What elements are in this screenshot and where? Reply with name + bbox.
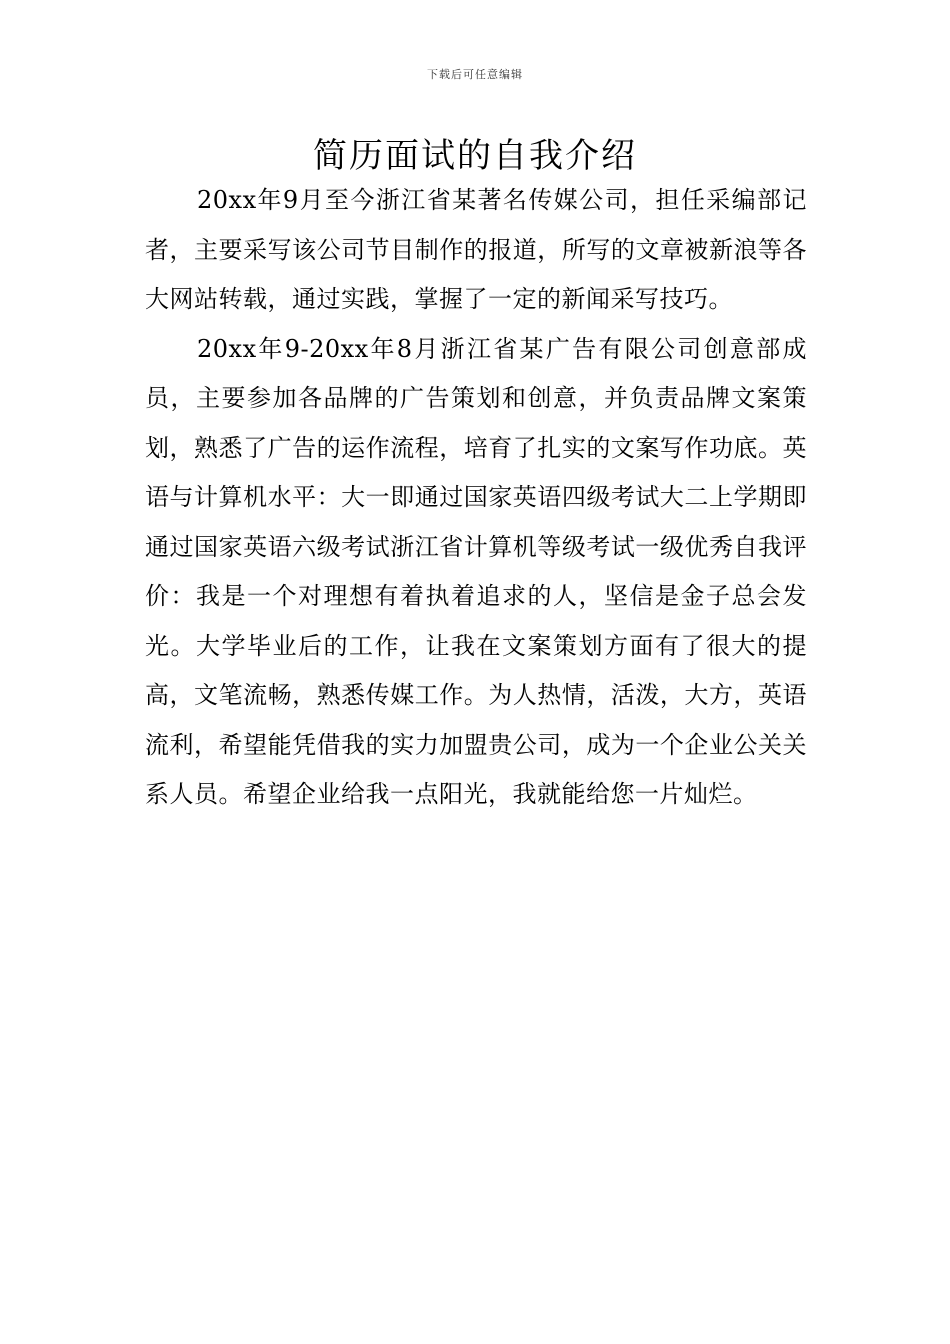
paragraph-work-experience-media: 20xx年9月至今浙江省某著名传媒公司，担任采编部记者，主要采写该公司节目制作的报道，所写的文章被新浪等各大网站转载，通过实践，掌握了一定的新闻采写技巧。: [145, 186, 807, 313]
header-note: 下载后可任意编辑: [427, 68, 523, 81]
paragraph-work-experience-advertising: 20xx年9-20xx年8月浙江省某广告有限公司创意部成员，主要参加各品牌的广告策划和创意，并负责品牌文案策划，熟悉了广告的运作流程，培育了扎实的文案写作功底。英语与计算机水平：大一即通过国家英语四级考试大二上学期即通过国家英语六级考试浙江省计算机等级考试一级优秀自我评价：我是一个对理想有着执着追求的人，坚信是金子总会发光。大学毕业后的工作，让我在文案策划方面有了很大的提高，文笔流畅，熟悉传媒工作。为人热情，活泼，大方，英语流利，希望能凭借我的实力加盟贵公司，成为一个企业公关关系人员。希望企业给我一点阳光，我就能给您一片灿烂。: [145, 334, 807, 808]
document-body: [145, 176, 807, 820]
document-title: 简历面试的自我介绍: [313, 136, 637, 176]
